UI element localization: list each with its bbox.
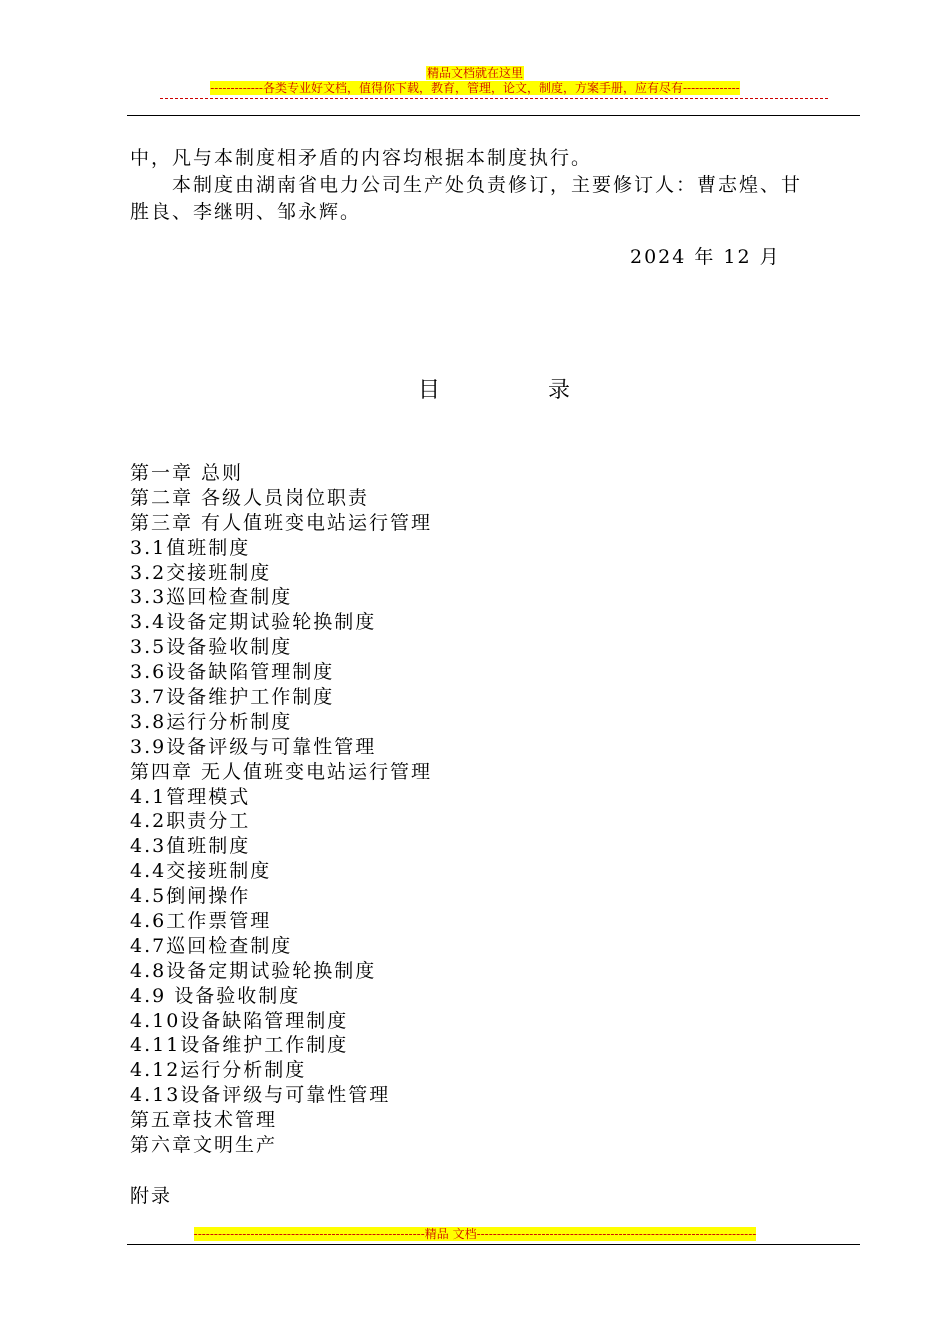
toc-item: 第五章技术管理 xyxy=(130,1109,278,1132)
footer-banner-text: ---------------------------------------------------------精品 文档--------------------------------------------------------------------- xyxy=(193,1227,757,1241)
header-dashed-line xyxy=(160,98,828,109)
toc-item: 4.11设备维护工作制度 xyxy=(130,1034,349,1057)
toc-item: 4.4交接班制度 xyxy=(130,860,272,883)
toc-heading xyxy=(418,377,570,405)
toc-item: 4.12运行分析制度 xyxy=(130,1059,307,1082)
toc-item: 4.13设备评级与可靠性管理 xyxy=(130,1084,391,1107)
body-paragraph-line-3: 胜良、李继明、邹永辉。 xyxy=(130,201,362,223)
toc-item: 第六章文明生产 xyxy=(130,1134,278,1157)
toc-item: 4.10设备缺陷管理制度 xyxy=(130,1009,349,1032)
toc-heading-char-1: 目 xyxy=(418,378,441,403)
toc-item: 3.8运行分析制度 xyxy=(130,710,293,733)
toc-item: 4.3值班制度 xyxy=(130,835,251,858)
header-title xyxy=(0,66,950,80)
toc-item: 4.1管理模式 xyxy=(130,785,251,808)
toc-list xyxy=(130,461,432,1158)
toc-item: 3.2交接班制度 xyxy=(130,561,272,584)
toc-item: 3.3巡回检查制度 xyxy=(130,586,293,609)
footer-rule xyxy=(127,1244,860,1245)
toc-item: 第三章 有人值班变电站运行管理 xyxy=(130,511,433,534)
header-rule xyxy=(127,115,860,116)
toc-item: 3.9设备评级与可靠性管理 xyxy=(130,735,377,758)
toc-item: 第二章 各级人员岗位职责 xyxy=(130,486,370,509)
toc-item: 4.2职责分工 xyxy=(130,810,251,833)
header-subtitle xyxy=(0,81,950,95)
toc-item: 3.4设备定期试验轮换制度 xyxy=(130,611,377,634)
body-paragraph-line-2: 本制度由湖南省电力公司生产处负责修订，主要修订人：曹志煌、甘 xyxy=(130,174,803,196)
toc-item: 3.6设备缺陷管理制度 xyxy=(130,661,335,684)
toc-item: 3.1值班制度 xyxy=(130,536,251,559)
toc-item: 4.5倒闸操作 xyxy=(130,885,251,908)
toc-item: 4.6工作票管理 xyxy=(130,910,272,933)
toc-item: 4.9 设备验收制度 xyxy=(130,984,301,1007)
header-title-text: 精品文档就在这里 xyxy=(426,66,523,80)
body-paragraph-line-1: 中，凡与本制度相矛盾的内容均根据本制度执行。 xyxy=(130,147,593,169)
toc-appendix: 附录 xyxy=(130,1185,173,1207)
toc-item: 4.7巡回检查制度 xyxy=(130,934,293,957)
document-date: 2024 年 12 月 xyxy=(630,246,781,268)
toc-item: 第一章 总则 xyxy=(130,462,244,484)
header-subtitle-text: -------------各类专业好文档，值得你下载，教育，管理，论文，制度，方案手册，应有尽有-------------- xyxy=(210,81,740,95)
toc-item: 4.8设备定期试验轮换制度 xyxy=(130,959,377,982)
toc-item: 3.7设备维护工作制度 xyxy=(130,686,335,709)
toc-item: 第四章 无人值班变电站运行管理 xyxy=(130,760,433,783)
toc-heading-char-2: 录 xyxy=(548,378,571,403)
toc-item: 3.5设备验收制度 xyxy=(130,636,293,659)
footer-banner xyxy=(0,1227,950,1241)
